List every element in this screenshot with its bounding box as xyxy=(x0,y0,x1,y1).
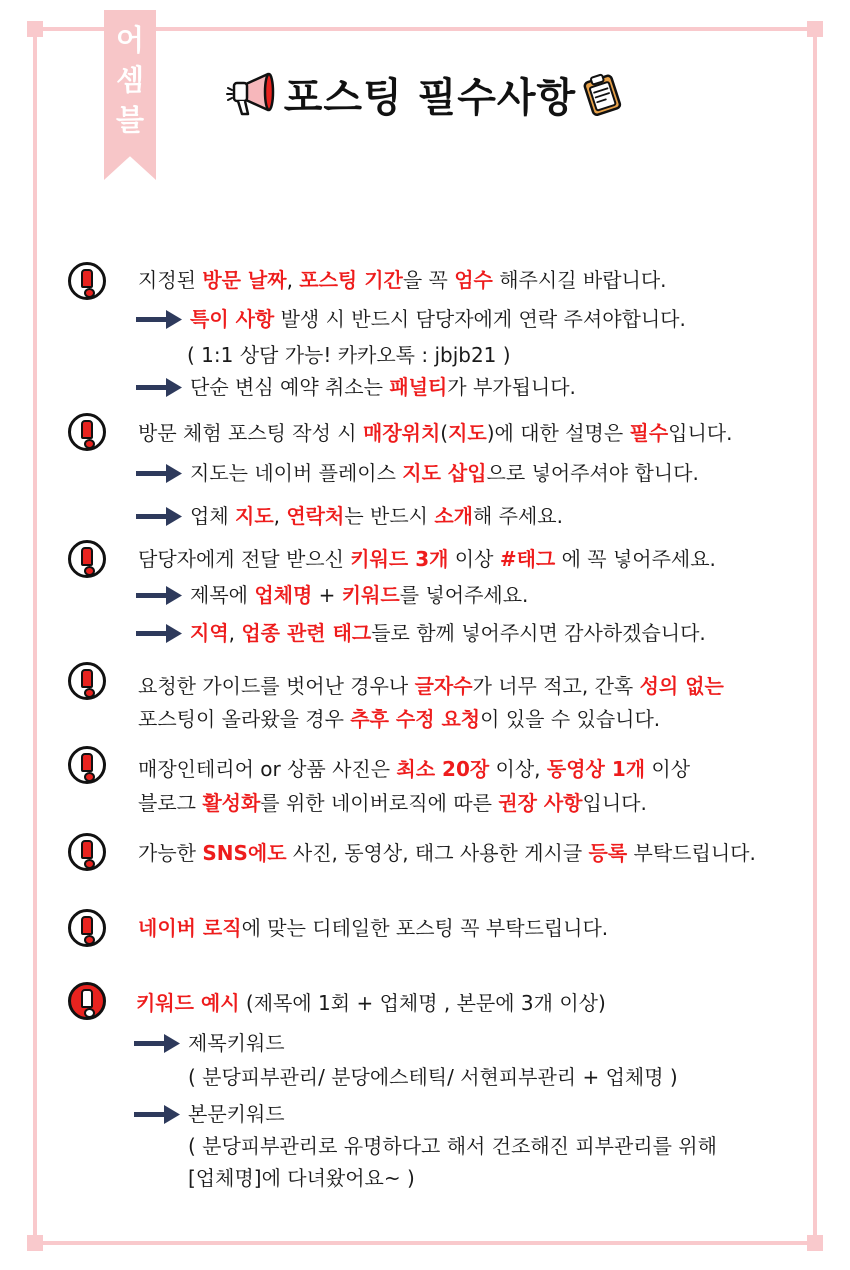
note-line: 제목키워드 xyxy=(134,1030,285,1056)
arrow-right-icon xyxy=(136,463,184,483)
frame-right xyxy=(813,27,817,1245)
page-title xyxy=(0,64,850,124)
exclamation-icon xyxy=(68,262,106,300)
frame-corner xyxy=(807,21,823,37)
note-line: 지정된 방문 날짜, 포스팅 기간을 꼭 엄수 해주시길 바랍니다. xyxy=(138,268,667,292)
note-line: 지도는 네이버 플레이스 지도 삽입으로 넣어주셔야 합니다. xyxy=(136,460,699,486)
arrow-right-icon xyxy=(136,623,184,643)
frame-corner xyxy=(27,1235,43,1251)
note-line: 네이버 로직에 맞는 디테일한 포스팅 꼭 부탁드립니다. xyxy=(138,916,609,940)
note-line: 담당자에게 전달 받으신 키워드 3개 이상 #태그 에 꼭 넣어주세요. xyxy=(138,547,716,571)
frame-bottom xyxy=(30,1241,820,1245)
ribbon-char: 블 xyxy=(115,103,144,137)
frame-corner xyxy=(807,1235,823,1251)
note-line: 특이 사항 발생 시 반드시 담당자에게 연락 주셔야합니다. xyxy=(136,306,686,332)
exclamation-icon xyxy=(68,746,106,784)
note-line: [업체명]에 다녀왔어요~ ) xyxy=(188,1166,415,1190)
note-line: 단순 변심 예약 취소는 패널티가 부가됩니다. xyxy=(136,374,576,400)
frame-left xyxy=(33,27,37,1245)
arrow-right-icon xyxy=(134,1033,182,1053)
note-line: 가능한 SNS에도 사진, 동영상, 태그 사용한 게시글 등록 부탁드립니다. xyxy=(138,841,756,865)
exclamation-icon xyxy=(68,982,106,1020)
note-line: 포스팅이 올라왔을 경우 추후 수정 요청이 있을 수 있습니다. xyxy=(138,707,661,731)
note-line: 업체 지도, 연락처는 반드시 소개해 주세요. xyxy=(136,503,563,529)
clipboard-icon xyxy=(582,72,624,116)
note-line: ( 분당피부관리/ 분당에스테틱/ 서현피부관리 + 업체명 ) xyxy=(188,1065,678,1089)
note-line: 본문키워드 xyxy=(134,1101,285,1127)
note-line: 제목에 업체명 + 키워드를 넣어주세요. xyxy=(136,582,528,608)
note-line: 키워드 예시 (제목에 1회 + 업체명 , 본문에 3개 이상) xyxy=(136,991,606,1015)
arrow-right-icon xyxy=(134,1104,182,1124)
exclamation-icon xyxy=(68,662,106,700)
note-line: 블로그 활성화를 위한 네이버로직에 따른 권장 사항입니다. xyxy=(138,791,647,815)
arrow-right-icon xyxy=(136,585,184,605)
note-line: ( 1:1 상담 가능! 카카오톡 : jbjb21 ) xyxy=(187,343,511,367)
exclamation-icon xyxy=(68,540,106,578)
note-line: 요청한 가이드를 벗어난 경우나 글자수가 너무 적고, 간혹 성의 없는 xyxy=(138,674,724,698)
ribbon-char: 셈 xyxy=(115,63,144,97)
arrow-right-icon xyxy=(136,506,184,526)
megaphone-icon xyxy=(226,70,278,118)
ribbon-char: 어 xyxy=(115,23,144,57)
frame-corner xyxy=(27,21,43,37)
note-line: 방문 체험 포스팅 작성 시 매장위치(지도)에 대한 설명은 필수입니다. xyxy=(138,421,733,445)
exclamation-icon xyxy=(68,413,106,451)
note-line: 매장인테리어 or 상품 사진은 최소 20장 이상, 동영상 1개 이상 xyxy=(138,757,691,781)
exclamation-icon xyxy=(68,833,106,871)
title-text: 포스팅 필수사항 xyxy=(283,74,577,121)
note-line: ( 분당피부관리로 유명하다고 해서 건조해진 피부관리를 위해 xyxy=(188,1134,717,1158)
arrow-right-icon xyxy=(136,309,184,329)
exclamation-icon xyxy=(68,909,106,947)
note-line: 지역, 업종 관련 태그들로 함께 넣어주시면 감사하겠습니다. xyxy=(136,620,706,646)
arrow-right-icon xyxy=(136,377,184,397)
